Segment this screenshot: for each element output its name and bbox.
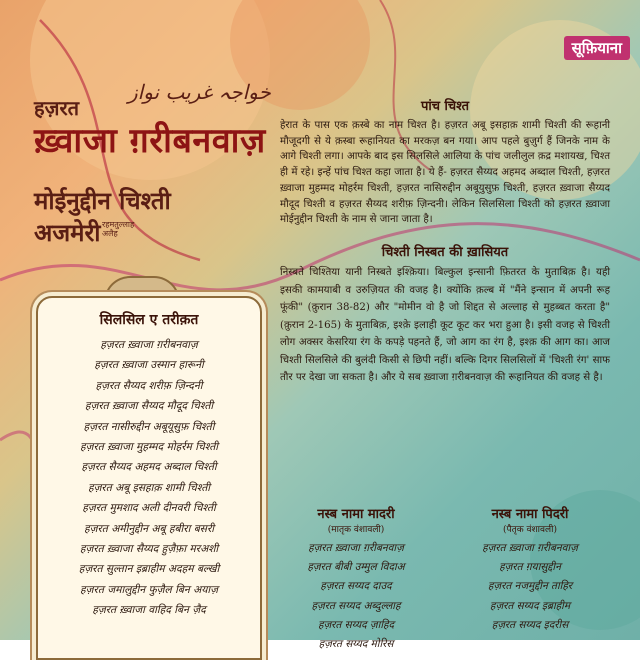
page-title: ख़्वाजा ग़रीबनवाज़ bbox=[34, 121, 266, 161]
title-prefix: हज़रत bbox=[34, 96, 80, 120]
madri-section bbox=[276, 504, 436, 654]
section-tag: सूफ़ियाना bbox=[564, 36, 630, 60]
list-item: हज़रत सय्यद ज़ाहिद bbox=[317, 618, 395, 631]
pidri-heading: नस्ब नामा पिदरी bbox=[491, 507, 569, 522]
list-item: हज़रत ख़्वाजा सैय्यद मौदूद चिश्ती bbox=[84, 400, 214, 413]
list-item: हज़रत सैय्यद शरीफ़ ज़िन्दनी bbox=[95, 379, 203, 392]
list-item: हज़रत ग़यासुद्दीन bbox=[499, 561, 561, 574]
subtitle-name: मोईनुद्दीन चिश्ती bbox=[34, 186, 171, 215]
list-item: हज़रत नजमुद्दीन ताहिर bbox=[487, 580, 573, 593]
panch-heading: पांच चिश्त bbox=[420, 99, 470, 114]
article-column bbox=[280, 96, 610, 387]
panch-paragraph: हेरात के पास एक क़स्बे का नाम चिश्त है। हज़रत अबू इसहाक़ शामी चिश्ती की रूहानी मौजूदगी से ये क़स्बा रूहानियत का मरकज़ बन गया। आप पहले बुज़ुर्ग हैं जिनके नाम के आगे चिश्ती लगा। आपके बाद इस सिलसिले आलिया के पांच जलीलुल क़द्र मशायख, चिश्त ही में रहे। इन्हें पांच चिश्त कहा जाता है। ये हैं- हज़रत सैय्यद अहमद अब्दाल चिश्ती, हज़रत ख़्वाजा मुहम्मद मोहर्रम चिश्ती, हज़रत नासिरुद्दीन अबूयुसुफ़ चिश्ती, हज़रत ख़्वाजा सैय्यद मौदूद चिश्ती व हज़रत सैय्यद शरीफ़ ज़िन्दनी। लेकिन सिलसिला चिश्ती को हज़रत ख़्वाजा मोईनुद्दीन चिश्ती के नाम से जाना जाता है। bbox=[280, 120, 610, 226]
list-item: हज़रत ख़्वाजा मुहम्मद मोहर्रम चिश्ती bbox=[79, 441, 219, 454]
list-item: हज़रत सय्यद इब्राहीम bbox=[489, 599, 571, 612]
pidri-subheading: (पैतृक वंशावली) bbox=[503, 525, 557, 535]
list-item: हज़रत ख़्वाजा सैय्यद हुज़ैफ़ा मरअशी bbox=[79, 543, 219, 556]
list-item: हज़रत अबू इसहाक़ शामी चिश्ती bbox=[87, 481, 211, 494]
silsila-list bbox=[38, 335, 260, 621]
urdu-title: خواجہ غریب نواز bbox=[128, 80, 271, 104]
list-item: हज़रत ख़्वाजा ग़रीबनवाज़ bbox=[100, 339, 198, 351]
khasiyat-paragraph: निस्बते चिश्तिया यानी निस्बते इश्क़िया। बिल्कुल इन्सानी फ़ितरत के मुताबिक़ है। यही इसकी कामयाबी व उरुज़ियत की वजह है। क्योंकि क़ल्ब में "मैंने इन्सान में अपनी रूह फूंकी" (क़ुरान 38-82) और "मोमीन वो है जो शिद्दत से अल्लाह से मुहब्बत करता है" (क़ुरान 2-165) के मुताबिक़, इश्क़े इलाही कूट कूट कर भरा हुआ है। इसी वजह से चिश्ती लोग अक्सर केसरिया रंग के कपड़े पहनते हैं, जो आग का रंग है, इश्क़ की आग का। आज चिश्ती सिलसिले की बुलंदी किसी से छिपी नहीं। बल्कि दिगर सिलसिलों में 'चिश्ती रंग' साफ तौर पर देखा जा सकता है। और ये सब ख़्वाजा ग़रीबनवाज़ की रूहानियत की वजह से है। bbox=[280, 266, 610, 384]
list-item: हज़रत ख़्वाजा ग़रीबनवाज़ bbox=[482, 542, 578, 554]
pidri-list bbox=[450, 539, 610, 635]
list-item: हज़रत सय्यद अब्दुल्लाह bbox=[311, 599, 401, 612]
list-item: हज़रत ख़्वाजा उस्मान हारूनी bbox=[94, 359, 204, 372]
list-item: हज़रत मुमशाद अली दीनवरी चिश्ती bbox=[82, 502, 216, 515]
list-item: हज़रत सैय्यद अहमद अब्दाल चिश्ती bbox=[81, 461, 217, 474]
list-item: हज़रत सय्यद मोरिस bbox=[318, 638, 394, 651]
subtitle-place: अजमेरी bbox=[34, 218, 101, 247]
khasiyat-heading: चिश्ती निस्बत की ख़ासियत bbox=[381, 244, 509, 260]
madri-subheading: (मातृक वंशावली) bbox=[327, 525, 385, 535]
list-item: हज़रत सय्यद इदरीस bbox=[491, 618, 569, 631]
blessing-text: रहमतुल्लाह अलैह bbox=[102, 220, 135, 238]
list-item: हज़रत नासीरुद्दीन अबूयूसुफ़ चिश्ती bbox=[83, 420, 215, 433]
list-item: हज़रत सुल्तान इब्राहीम अदहम बल्खी bbox=[78, 563, 220, 576]
madri-heading: नस्ब नामा मादरी bbox=[317, 507, 395, 522]
list-item: हज़रत जमालुद्दीन फुज़ैल बिन अयाज़ bbox=[80, 583, 218, 596]
silsila-heading: सिलसिल ए तरीक़त bbox=[99, 312, 199, 328]
list-item: हज़रत ख़्वाजा वाहिद बिन ज़ैद bbox=[92, 604, 206, 617]
list-item: हज़रत ख़्वाजा ग़रीबनवाज़ bbox=[308, 542, 404, 554]
list-item: हज़रत सय्यद दाउद bbox=[320, 580, 392, 593]
list-item: हज़रत अमीनुद्दीन अबू हबीरा बसरी bbox=[83, 522, 215, 535]
madri-list bbox=[276, 539, 436, 654]
pidri-section bbox=[450, 504, 610, 635]
silsila-card bbox=[36, 296, 262, 660]
list-item: हज़रत बीबी उम्मुल विदाअ bbox=[307, 561, 405, 574]
